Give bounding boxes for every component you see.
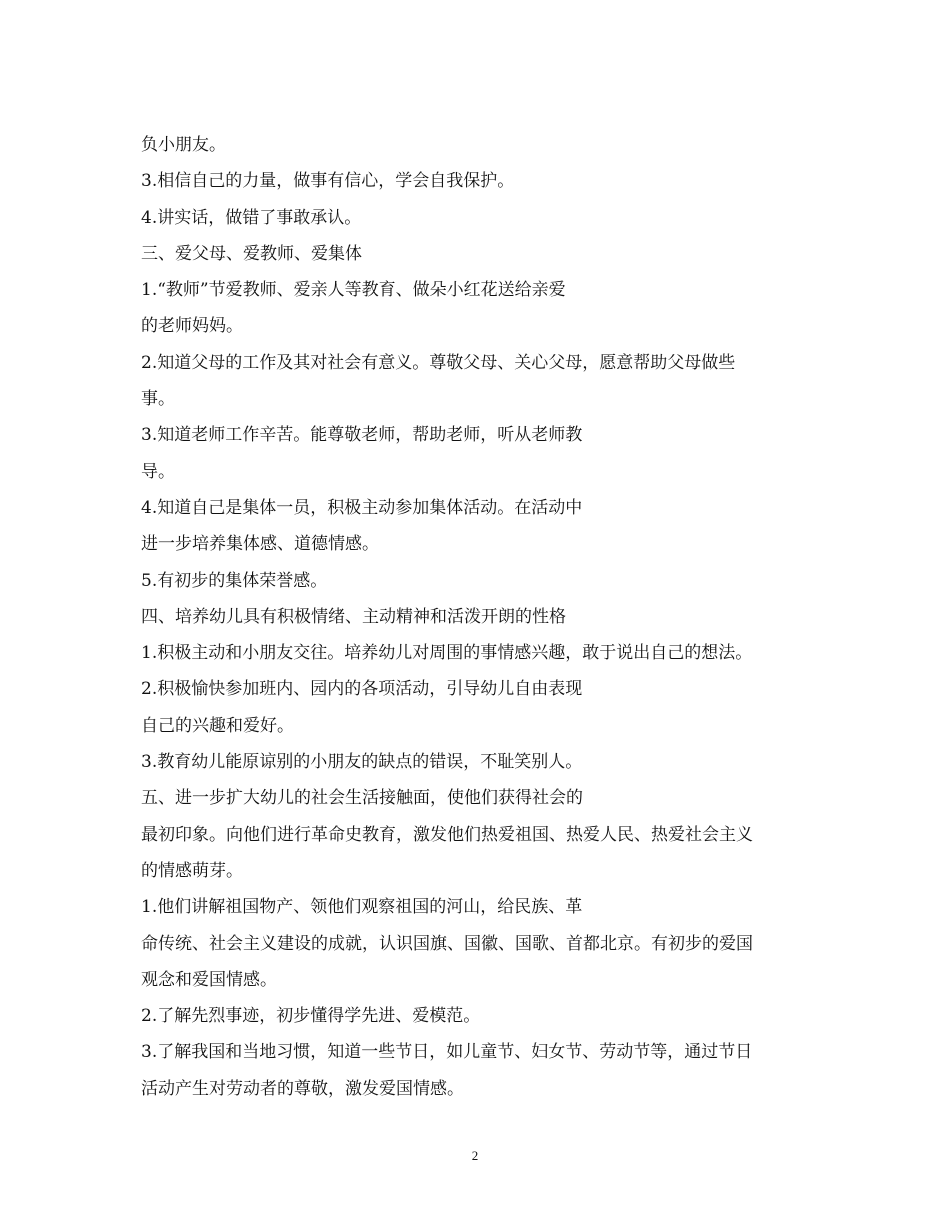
text-line: 负小朋友。 — [141, 135, 226, 155]
text-line: 事。 — [141, 389, 175, 410]
text-line: 活动产生对劳动者的尊敬，激发爱国情感。 — [141, 1078, 464, 1099]
text-line: 观念和爱国情感。 — [141, 969, 277, 990]
document-body — [141, 127, 821, 1107]
text-line: 1.“教师”节爱教师、爱亲人等教育、做朵小红花送给亲爱 — [141, 280, 566, 301]
section-heading: 四、培养幼儿具有积极情绪、主动精神和活泼开朗的性格 — [141, 606, 566, 627]
text-line: 2.知道父母的工作及其对社会有意义。尊敬父母、关心父母，愿意帮助父母做些 — [141, 352, 736, 373]
text-line: 2.了解先烈事迹，初步懂得学先进、爱模范。 — [141, 1006, 481, 1027]
text-line: 自己的兴趣和爱好。 — [141, 715, 294, 736]
text-line: 导。 — [141, 461, 175, 482]
text-line: 1.积极主动和小朋友交往。培养幼儿对周围的事情感兴趣，敢于说出自己的想法。 — [141, 643, 753, 664]
text-line: 3.教育幼儿能原谅别的小朋友的缺点的错误，不耻笑别人。 — [141, 752, 583, 773]
text-line: 3.相信自己的力量，做事有信心，学会自我保护。 — [141, 171, 515, 192]
page-number: 2 — [471, 1148, 479, 1163]
text-line: 4.讲实话，做错了事敢承认。 — [141, 207, 362, 228]
text-line: 的情感萌芽。 — [141, 860, 243, 881]
text-line: 的老师妈妈。 — [141, 316, 243, 337]
text-line: 3.了解我国和当地习惯，知道一些节日，如儿童节、妇女节、劳动节等，通过节日 — [141, 1042, 753, 1063]
text-line: 进一步培养集体感、道德情感。 — [141, 534, 379, 555]
text-line: 命传统、社会主义建设的成就，认识国旗、国徽、国歌、首都北京。有初步的爱国 — [141, 933, 753, 954]
text-line: 3.知道老师工作辛苦。能尊敬老师，帮助老师，听从老师教 — [141, 425, 583, 446]
text-line: 5.有初步的集体荣誉感。 — [141, 570, 328, 591]
text-line: 4.知道自己是集体一员，积极主动参加集体活动。在活动中 — [141, 497, 583, 518]
section-heading: 三、爱父母、爱教师、爱集体 — [141, 243, 362, 264]
section-heading: 五、进一步扩大幼儿的社会生活接触面，使他们获得社会的 — [141, 788, 583, 809]
text-line: 2.积极愉快参加班内、园内的各项活动，引导幼儿自由表现 — [141, 679, 583, 700]
text-line: 最初印象。向他们进行革命史教育，激发他们热爱祖国、热爱人民、热爱社会主义 — [141, 824, 753, 845]
text-line: 1.他们讲解祖国物产、领他们观察祖国的河山，给民族、革 — [141, 897, 583, 918]
